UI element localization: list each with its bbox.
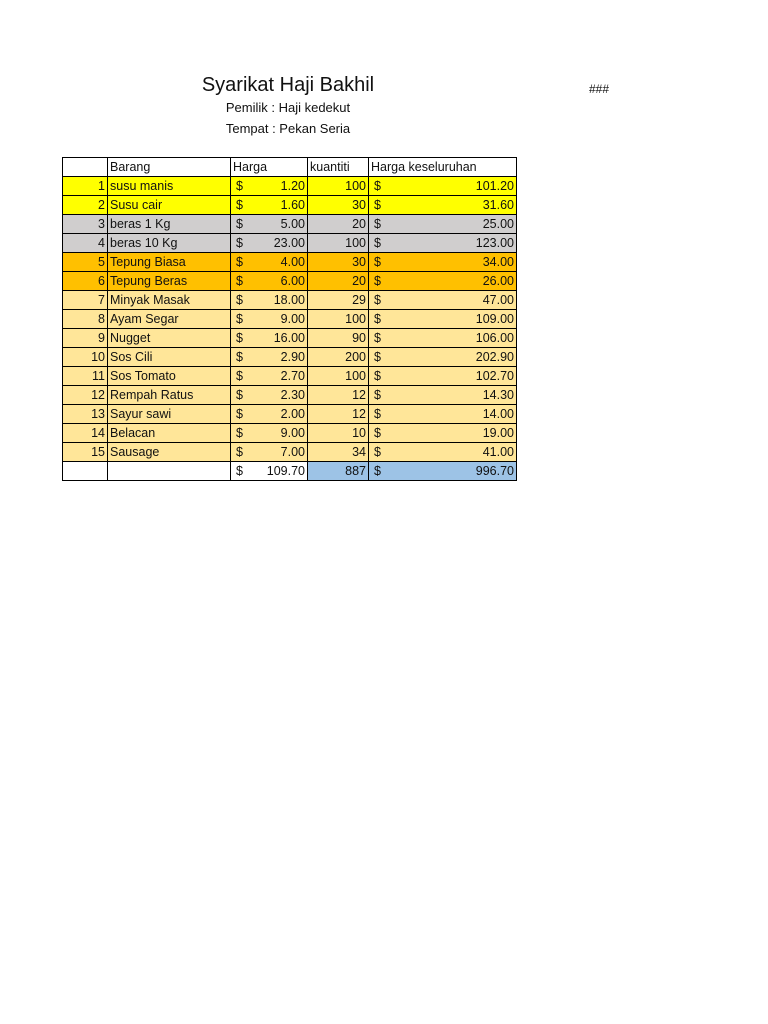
currency-symbol: $ bbox=[236, 236, 243, 250]
currency-symbol: $ bbox=[374, 198, 381, 212]
line-total[interactable] bbox=[369, 386, 517, 405]
row-number[interactable]: 9 bbox=[63, 329, 108, 348]
currency-symbol: $ bbox=[236, 179, 243, 193]
line-total-value: 202.90 bbox=[475, 350, 514, 364]
table-row bbox=[63, 348, 517, 367]
unit-price[interactable] bbox=[231, 424, 308, 443]
currency-symbol: $ bbox=[374, 464, 381, 478]
owner-line: Pemilik : Haji kedekut bbox=[225, 100, 351, 115]
totals-empty-no[interactable] bbox=[63, 462, 108, 481]
item-name[interactable]: beras 10 Kg bbox=[108, 234, 231, 253]
unit-price[interactable] bbox=[231, 177, 308, 196]
currency-symbol: $ bbox=[374, 426, 381, 440]
table-row bbox=[63, 272, 517, 291]
row-number[interactable]: 7 bbox=[63, 291, 108, 310]
line-total-value: 14.00 bbox=[482, 407, 514, 421]
unit-price[interactable] bbox=[231, 234, 308, 253]
line-total-value: 41.00 bbox=[482, 445, 514, 459]
line-total[interactable] bbox=[369, 310, 517, 329]
line-total[interactable] bbox=[369, 253, 517, 272]
unit-price[interactable] bbox=[231, 310, 308, 329]
currency-symbol: $ bbox=[236, 312, 243, 326]
currency-symbol: $ bbox=[236, 426, 243, 440]
company-title: Syarikat Haji Bakhil bbox=[201, 74, 375, 96]
item-name[interactable]: Belacan bbox=[108, 424, 231, 443]
currency-symbol: $ bbox=[236, 217, 243, 231]
unit-price-value: 16.00 bbox=[273, 331, 305, 345]
header-no[interactable] bbox=[63, 158, 108, 177]
currency-symbol: $ bbox=[236, 445, 243, 459]
item-name[interactable]: Tepung Biasa bbox=[108, 253, 231, 272]
currency-symbol: $ bbox=[236, 350, 243, 364]
unit-price[interactable] bbox=[231, 196, 308, 215]
currency-symbol: $ bbox=[236, 255, 243, 269]
unit-price-value: 6.00 bbox=[280, 274, 305, 288]
table-row bbox=[63, 177, 517, 196]
row-number[interactable]: 4 bbox=[63, 234, 108, 253]
line-total[interactable] bbox=[369, 215, 517, 234]
currency-symbol: $ bbox=[374, 350, 381, 364]
line-total[interactable] bbox=[369, 272, 517, 291]
line-total-value: 25.00 bbox=[482, 217, 514, 231]
quantity[interactable]: 12 bbox=[308, 386, 369, 405]
currency-symbol: $ bbox=[236, 407, 243, 421]
line-total-value: 47.00 bbox=[482, 293, 514, 307]
currency-symbol: $ bbox=[236, 464, 243, 478]
item-name[interactable]: Susu cair bbox=[108, 196, 231, 215]
line-total[interactable] bbox=[369, 196, 517, 215]
line-total[interactable] bbox=[369, 329, 517, 348]
quantity[interactable]: 100 bbox=[308, 367, 369, 386]
totals-row bbox=[63, 462, 517, 481]
header-qty[interactable]: kuantiti bbox=[308, 158, 369, 177]
currency-symbol: $ bbox=[374, 331, 381, 345]
line-total-value: 109.00 bbox=[475, 312, 514, 326]
line-total[interactable] bbox=[369, 443, 517, 462]
row-number[interactable]: 5 bbox=[63, 253, 108, 272]
currency-symbol: $ bbox=[374, 236, 381, 250]
quantity[interactable]: 20 bbox=[308, 215, 369, 234]
overflow-cell: ### bbox=[589, 82, 610, 96]
totals-empty-item[interactable] bbox=[108, 462, 231, 481]
quantity[interactable]: 100 bbox=[308, 234, 369, 253]
row-number[interactable]: 8 bbox=[63, 310, 108, 329]
currency-symbol: $ bbox=[374, 179, 381, 193]
item-name[interactable]: Sayur sawi bbox=[108, 405, 231, 424]
quantity[interactable]: 34 bbox=[308, 443, 369, 462]
unit-price-value: 2.30 bbox=[280, 388, 305, 402]
currency-symbol: $ bbox=[374, 445, 381, 459]
row-number[interactable]: 11 bbox=[63, 367, 108, 386]
unit-price[interactable] bbox=[231, 272, 308, 291]
table-row bbox=[63, 215, 517, 234]
line-total-value: 106.00 bbox=[475, 331, 514, 345]
unit-price[interactable] bbox=[231, 329, 308, 348]
table-row bbox=[63, 291, 517, 310]
total-quantity[interactable]: 887 bbox=[308, 462, 369, 481]
line-total-value: 123.00 bbox=[475, 236, 514, 250]
line-total[interactable] bbox=[369, 348, 517, 367]
quantity[interactable]: 90 bbox=[308, 329, 369, 348]
currency-symbol: $ bbox=[374, 388, 381, 402]
quantity[interactable]: 200 bbox=[308, 348, 369, 367]
table-row bbox=[63, 405, 517, 424]
total-price-value: 109.70 bbox=[266, 464, 305, 478]
table-row bbox=[63, 234, 517, 253]
table-row bbox=[63, 196, 517, 215]
item-name[interactable]: Sos Cili bbox=[108, 348, 231, 367]
item-name[interactable]: beras 1 Kg bbox=[108, 215, 231, 234]
line-total-value: 102.70 bbox=[475, 369, 514, 383]
line-total[interactable] bbox=[369, 424, 517, 443]
row-number[interactable]: 15 bbox=[63, 443, 108, 462]
quantity[interactable]: 100 bbox=[308, 310, 369, 329]
price-table bbox=[62, 157, 517, 481]
unit-price[interactable] bbox=[231, 443, 308, 462]
unit-price[interactable] bbox=[231, 348, 308, 367]
line-total[interactable] bbox=[369, 405, 517, 424]
row-number[interactable]: 1 bbox=[63, 177, 108, 196]
unit-price[interactable] bbox=[231, 386, 308, 405]
item-name[interactable]: Rempah Ratus bbox=[108, 386, 231, 405]
unit-price-value: 4.00 bbox=[280, 255, 305, 269]
location-line: Tempat : Pekan Seria bbox=[225, 121, 351, 136]
line-total[interactable] bbox=[369, 234, 517, 253]
currency-symbol: $ bbox=[374, 293, 381, 307]
quantity[interactable]: 30 bbox=[308, 253, 369, 272]
grand-total[interactable] bbox=[369, 462, 517, 481]
table-row bbox=[63, 443, 517, 462]
table-row bbox=[63, 386, 517, 405]
table-row bbox=[63, 310, 517, 329]
grand-total-value: 996.70 bbox=[475, 464, 514, 478]
unit-price-value: 18.00 bbox=[273, 293, 305, 307]
unit-price-value: 1.20 bbox=[280, 179, 305, 193]
header-item[interactable]: Barang bbox=[108, 158, 231, 177]
row-number[interactable]: 14 bbox=[63, 424, 108, 443]
table-row bbox=[63, 367, 517, 386]
line-total-value: 19.00 bbox=[482, 426, 514, 440]
quantity[interactable]: 30 bbox=[308, 196, 369, 215]
line-total-value: 31.60 bbox=[482, 198, 514, 212]
table-row bbox=[63, 329, 517, 348]
unit-price-value: 9.00 bbox=[280, 426, 305, 440]
line-total[interactable] bbox=[369, 367, 517, 386]
currency-symbol: $ bbox=[236, 274, 243, 288]
row-number[interactable]: 3 bbox=[63, 215, 108, 234]
item-name[interactable]: Tepung Beras bbox=[108, 272, 231, 291]
table-row bbox=[63, 424, 517, 443]
unit-price-value: 9.00 bbox=[280, 312, 305, 326]
unit-price-value: 7.00 bbox=[280, 445, 305, 459]
row-number[interactable]: 13 bbox=[63, 405, 108, 424]
line-total[interactable] bbox=[369, 177, 517, 196]
currency-symbol: $ bbox=[374, 407, 381, 421]
line-total-value: 26.00 bbox=[482, 274, 514, 288]
unit-price[interactable] bbox=[231, 215, 308, 234]
unit-price-value: 2.00 bbox=[280, 407, 305, 421]
quantity[interactable]: 29 bbox=[308, 291, 369, 310]
row-number[interactable]: 6 bbox=[63, 272, 108, 291]
currency-symbol: $ bbox=[236, 331, 243, 345]
unit-price-value: 2.70 bbox=[280, 369, 305, 383]
row-number[interactable]: 2 bbox=[63, 196, 108, 215]
currency-symbol: $ bbox=[374, 217, 381, 231]
unit-price[interactable] bbox=[231, 253, 308, 272]
item-name[interactable]: Sos Tomato bbox=[108, 367, 231, 386]
row-number[interactable]: 10 bbox=[63, 348, 108, 367]
unit-price[interactable] bbox=[231, 291, 308, 310]
quantity[interactable]: 100 bbox=[308, 177, 369, 196]
line-total-value: 34.00 bbox=[482, 255, 514, 269]
item-name[interactable]: Ayam Segar bbox=[108, 310, 231, 329]
currency-symbol: $ bbox=[236, 198, 243, 212]
unit-price[interactable] bbox=[231, 367, 308, 386]
unit-price-value: 5.00 bbox=[280, 217, 305, 231]
currency-symbol: $ bbox=[236, 369, 243, 383]
item-name[interactable]: Nugget bbox=[108, 329, 231, 348]
quantity[interactable]: 10 bbox=[308, 424, 369, 443]
currency-symbol: $ bbox=[374, 369, 381, 383]
unit-price-value: 2.90 bbox=[280, 350, 305, 364]
header-total[interactable]: Harga keseluruhan bbox=[369, 158, 517, 177]
item-name[interactable]: Minyak Masak bbox=[108, 291, 231, 310]
line-total-value: 101.20 bbox=[475, 179, 514, 193]
currency-symbol: $ bbox=[374, 312, 381, 326]
unit-price[interactable] bbox=[231, 405, 308, 424]
line-total[interactable] bbox=[369, 291, 517, 310]
currency-symbol: $ bbox=[374, 274, 381, 288]
currency-symbol: $ bbox=[236, 388, 243, 402]
total-price[interactable] bbox=[231, 462, 308, 481]
header-price[interactable]: Harga bbox=[231, 158, 308, 177]
quantity[interactable]: 12 bbox=[308, 405, 369, 424]
header-row bbox=[63, 158, 517, 177]
table-row bbox=[63, 253, 517, 272]
row-number[interactable]: 12 bbox=[63, 386, 108, 405]
item-name[interactable]: Sausage bbox=[108, 443, 231, 462]
unit-price-value: 1.60 bbox=[280, 198, 305, 212]
currency-symbol: $ bbox=[374, 255, 381, 269]
unit-price-value: 23.00 bbox=[273, 236, 305, 250]
item-name[interactable]: susu manis bbox=[108, 177, 231, 196]
quantity[interactable]: 20 bbox=[308, 272, 369, 291]
line-total-value: 14.30 bbox=[482, 388, 514, 402]
currency-symbol: $ bbox=[236, 293, 243, 307]
